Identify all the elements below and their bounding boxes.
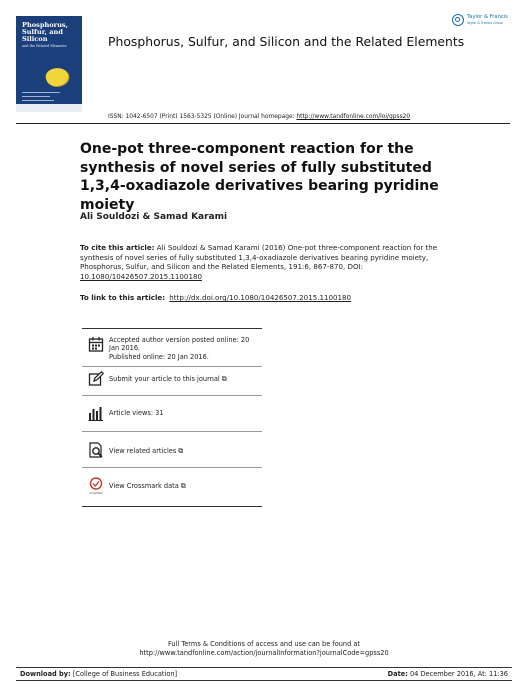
related-row[interactable]: [88, 442, 264, 460]
cover-title-line3: Silicon: [22, 35, 48, 43]
issn-text: ISSN: 1042-6507 (Print) 1563-5325 (Online) Journal homepage:: [108, 114, 295, 120]
issn-line: [108, 114, 410, 120]
cover-title-line2: Sulfur, and: [22, 28, 63, 36]
submit-link[interactable]: Submit your article to this journal: [109, 375, 220, 383]
publisher-logo-icon: [452, 14, 464, 26]
doi-link[interactable]: 10.1080/10426507.2015.1100180: [80, 271, 202, 281]
download-value: [College of Business Education]: [72, 670, 178, 678]
accepted-line2: Jan 2016.: [109, 344, 141, 353]
submit-row[interactable]: [88, 371, 264, 389]
cover-illustration: [44, 65, 70, 89]
related-link[interactable]: View related articles: [109, 447, 177, 455]
article-doi-url-link[interactable]: http://dx.doi.org/10.1080/10426507.2015.1100180: [169, 293, 352, 302]
bar-chart-icon: [88, 405, 104, 421]
accepted-line1: Accepted author version posted online: 20: [109, 336, 250, 344]
views-row: [88, 405, 264, 423]
download-date: [388, 668, 508, 680]
article-authors: Ali Souldozi & Samad Karami: [80, 212, 228, 222]
external-link-icon: ⧉: [221, 375, 227, 383]
crossmark-text[interactable]: [109, 482, 261, 490]
article-link-line: [80, 293, 351, 302]
citation-text: Ali Souldozi & Samad Karami (2016) One-pot three-component reaction for the synthesis of novel series of fully substituted 1,3,4-oxadiazole derivatives bearing pyridine moiety, Phosphorus, Sulfur, and Silicon and the Related Elements, 191:6, 867-870, DOI:: [80, 243, 438, 272]
journal-homepage-link[interactable]: http://www.tandfonline.com/loi/gpss20: [296, 114, 411, 120]
calendar-icon: [88, 336, 104, 352]
publisher-sub: Taylor & Francis Group: [467, 21, 503, 25]
download-label: Download by:: [20, 670, 71, 678]
info-box-top-rule: [82, 328, 262, 329]
publisher-logo: [452, 12, 516, 32]
date-label: Date:: [387, 670, 408, 678]
citation-block: [80, 243, 450, 281]
citation-label: To cite this article:: [80, 243, 155, 252]
footer-terms: [0, 640, 528, 658]
terms-line1: Full Terms & Conditions of access and use can be found at: [167, 640, 361, 648]
download-info-bar: [16, 668, 512, 681]
crossmark-link[interactable]: View Crossmark data: [109, 482, 179, 490]
crossmark-icon-label: CrossMark: [89, 492, 103, 495]
related-text[interactable]: [109, 447, 261, 455]
crossmark-icon: [88, 477, 104, 495]
article-link-label: To link to this article:: [80, 293, 166, 302]
info-divider-1: [82, 366, 262, 367]
journal-cover-image: [16, 16, 82, 112]
info-divider-4: [82, 467, 262, 468]
info-box-bottom-rule: [82, 506, 262, 507]
terms-url-link[interactable]: http://www.tandfonline.com/action/journalInformation?journalCode=gpss20: [139, 649, 389, 657]
cover-footer-strip: [16, 104, 82, 112]
views-text: Article views: 31: [109, 409, 164, 417]
info-divider-3: [82, 431, 262, 432]
cover-title-line1: Phosphorus,: [22, 21, 68, 29]
crossmark-row[interactable]: [88, 477, 264, 497]
cover-title-sub: and the Related Elements: [22, 44, 67, 48]
related-articles-icon: [88, 442, 104, 458]
edit-icon: [88, 371, 104, 387]
download-by: [20, 668, 177, 680]
accepted-text: [109, 336, 261, 361]
header-divider: [16, 123, 510, 124]
accepted-row: [88, 336, 264, 364]
external-link-icon: ⧉: [178, 447, 184, 455]
date-value: 04 December 2016, At: 11:36: [409, 670, 508, 678]
article-title: One-pot three-component reaction for the synthesis of novel series of fully substituted 1,3,4-oxadiazole derivatives bearing pyridine moiety: [80, 141, 439, 213]
cover-title: [22, 22, 78, 48]
external-link-icon: ⧉: [180, 482, 186, 490]
published-text: Published online: 20 Jan 2016.: [109, 352, 209, 361]
journal-name: Phosphorus, Sulfur, and Silicon and the Related Elements: [108, 34, 465, 49]
publisher-name: Taylor & Francis: [467, 14, 508, 20]
submit-text[interactable]: [109, 375, 261, 383]
info-divider-2: [82, 395, 262, 396]
